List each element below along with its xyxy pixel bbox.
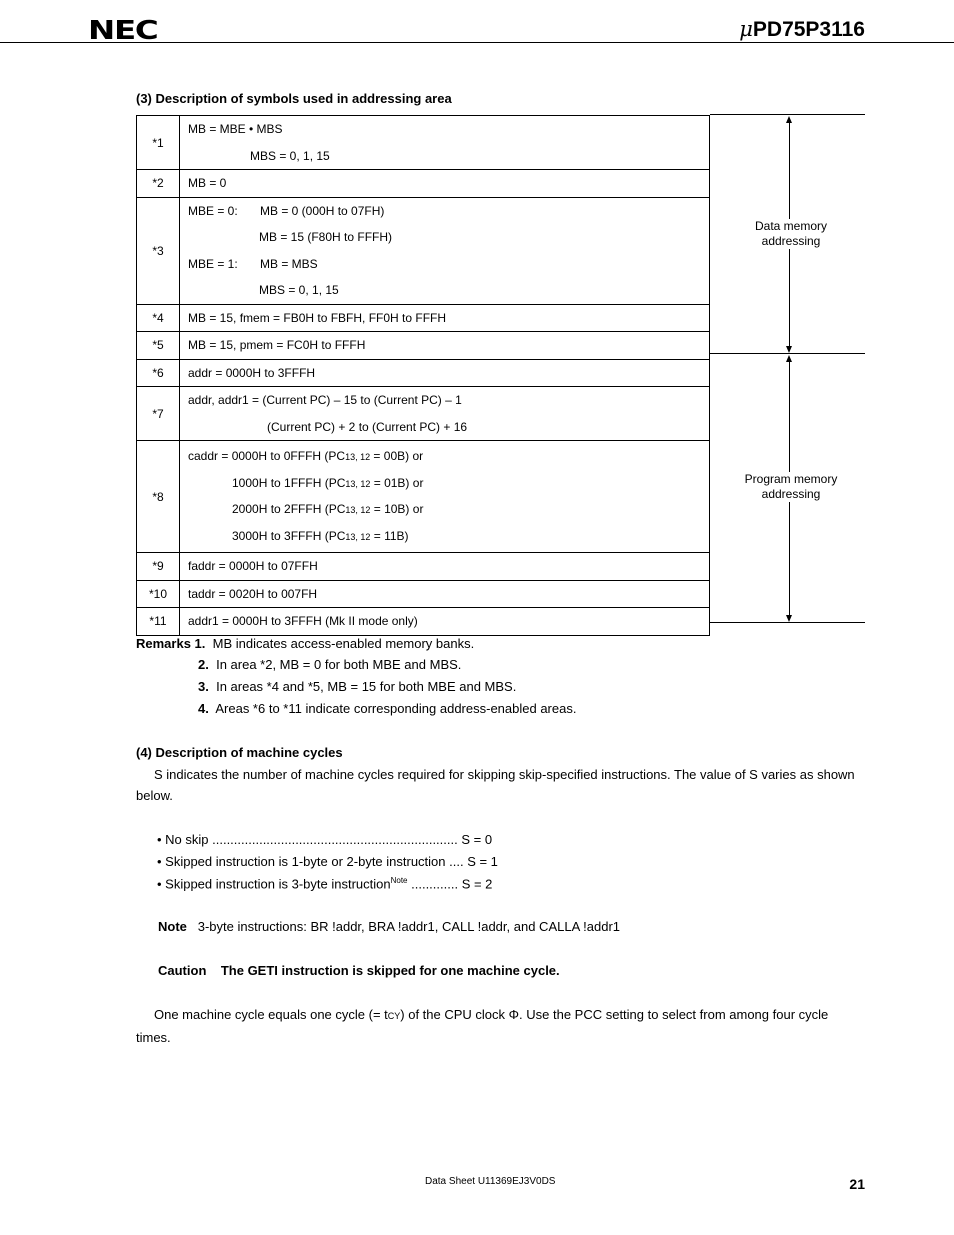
row-description	[180, 116, 710, 170]
footer-doc-id: Data Sheet U11369EJ3V0DS	[425, 1176, 556, 1187]
bullet-no-skip: • No skip .................................................................... S = 0	[157, 832, 493, 847]
mbe-condition: MBE = 0:	[188, 203, 238, 218]
program-memory-bracket	[710, 353, 865, 623]
part-number-text: PD75P3116	[752, 18, 865, 41]
desc-line: addr, addr1 = (Current PC) – 15 to (Current PC) – 1	[188, 393, 462, 407]
symbols-table	[136, 115, 710, 636]
mu-symbol: μ	[739, 17, 753, 41]
desc-line: MB = 15, pmem = FC0H to FFFH	[188, 338, 366, 352]
row-description	[180, 580, 710, 608]
data-memory-label: Data memory addressing	[726, 219, 856, 249]
mbe-condition: MBE = 1:	[188, 256, 238, 271]
row-description	[180, 359, 710, 387]
row-description	[180, 170, 710, 198]
row-label: *1	[137, 116, 180, 170]
row-label: *2	[137, 170, 180, 198]
section-4-title: (4) Description of machine cycles	[136, 745, 343, 760]
row-label: *10	[137, 580, 180, 608]
remark-2: 2. In area *2, MB = 0 for both MBE and MBS.	[198, 657, 462, 672]
table-row	[137, 170, 710, 198]
desc-line	[188, 251, 709, 278]
arrow-down-icon	[786, 615, 792, 622]
desc-line: caddr = 0000H to 0FFFH (PC13, 12 = 00B) or	[188, 449, 424, 463]
nec-logo: NEC	[88, 16, 158, 46]
desc-line: MB = 0	[188, 176, 227, 190]
table-row	[137, 580, 710, 608]
row-label: *8	[137, 441, 180, 553]
program-memory-label: Program memory addressing	[726, 472, 856, 502]
bullet-3-byte: • Skipped instruction is 3-byte instruction$^{Note}$ ............. S = 2	[157, 876, 493, 892]
header-rule	[0, 42, 954, 43]
section-3-title: (3) Description of symbols used in addressing area	[136, 91, 452, 106]
row-label: *4	[137, 304, 180, 332]
arrow-down-icon	[786, 346, 792, 353]
desc-line: 1000H to 1FFFH (PC13, 12 = 01B) or	[232, 475, 424, 490]
page-number: 21	[849, 1176, 865, 1192]
note: Note 3-byte instructions: BR !addr, BRA !addr1, CALL !addr, and CALLA !addr1	[158, 919, 620, 934]
row-label: *9	[137, 553, 180, 581]
row-description	[180, 608, 710, 636]
part-number	[739, 17, 865, 42]
machine-cycle-paragraph: One machine cycle equals one cycle (= tCY) of the CPU clock Φ. Use the PCC setting to select from among four cycle times.	[136, 1007, 829, 1045]
desc-line: MB = MBE • MBS	[188, 122, 283, 136]
desc-line: MB = 15 (F80H to FFFH)	[259, 230, 393, 244]
table-row	[137, 359, 710, 387]
desc-line: addr1 = 0000H to 3FFFH (Mk II mode only)	[188, 614, 418, 628]
row-description	[180, 553, 710, 581]
row-label: *5	[137, 332, 180, 360]
desc-text: MB = MBS	[260, 256, 318, 271]
row-description	[180, 304, 710, 332]
desc-line: taddr = 0020H to 007FH	[188, 586, 318, 601]
desc-line: (Current PC) + 2 to (Current PC) + 16	[267, 419, 468, 434]
desc-line: 2000H to 2FFFH (PC13, 12 = 10B) or	[232, 502, 424, 516]
remark-4: 4. Areas *6 to *11 indicate corresponding address-enabled areas.	[198, 701, 577, 716]
row-label: *3	[137, 197, 180, 304]
desc-line: MB = 15, fmem = FB0H to FBFH, FF0H to FFFH	[188, 310, 447, 325]
table-row	[137, 441, 710, 553]
row-description	[180, 387, 710, 441]
section-4-intro: S indicates the number of machine cycles required for skipping skip-specified instructions. The value of S varies as shown below.	[136, 767, 855, 803]
row-description	[180, 332, 710, 360]
table-row	[137, 553, 710, 581]
table-row	[137, 304, 710, 332]
desc-line: faddr = 0000H to 07FFH	[188, 559, 318, 573]
row-label: *11	[137, 608, 180, 636]
desc-line: MBS = 0, 1, 15	[259, 283, 339, 297]
desc-line: 3000H to 3FFFH (PC13, 12 = 11B)	[232, 528, 409, 543]
table-row	[137, 608, 710, 636]
desc-line	[188, 198, 709, 225]
desc-text: MB = 0 (000H to 07FH)	[260, 203, 385, 218]
data-memory-bracket	[710, 114, 865, 354]
remark-3: 3. In areas *4 and *5, MB = 15 for both MBE and MBS.	[198, 679, 517, 694]
row-label: *7	[137, 387, 180, 441]
table-row	[137, 116, 710, 170]
row-description	[180, 197, 710, 304]
bullet-1-2-byte: • Skipped instruction is 1-byte or 2-byte instruction .... S = 1	[157, 854, 498, 869]
row-description	[180, 441, 710, 553]
desc-line: addr = 0000H to 3FFFH	[188, 365, 316, 380]
table-row	[137, 387, 710, 441]
remark-1: Remarks 1. MB indicates access-enabled memory banks.	[136, 636, 475, 651]
table-row	[137, 197, 710, 304]
desc-line: MBS = 0, 1, 15	[250, 148, 330, 163]
table-row	[137, 332, 710, 360]
caution: Caution The GETI instruction is skipped for one machine cycle.	[158, 963, 560, 978]
row-label: *6	[137, 359, 180, 387]
